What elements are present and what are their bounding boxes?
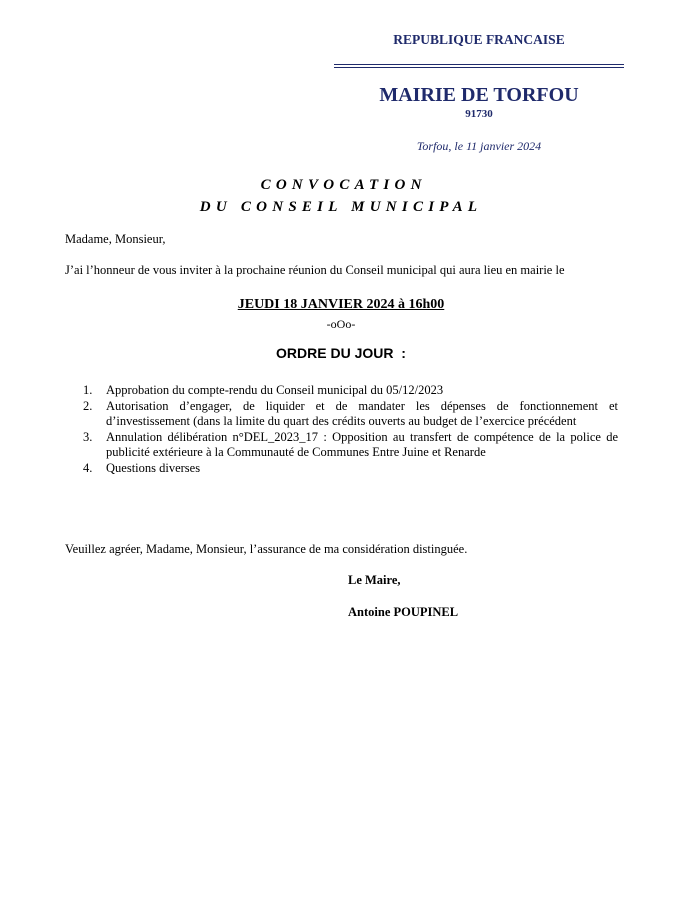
agenda-list — [83, 383, 618, 476]
agenda-item-number: 1. — [83, 383, 93, 397]
separator: -oOo- — [326, 317, 356, 331]
signature-title: Le Maire, — [348, 573, 401, 587]
agenda-item-text: Approbation du compte-rendu du Conseil municipal du 05/12/2023 — [106, 383, 444, 397]
meeting-date — [0, 297, 682, 313]
salutation: Madame, Monsieur, — [65, 232, 166, 246]
signature-name: Antoine POUPINEL — [348, 605, 459, 619]
republique-heading: REPUBLIQUE FRANCAISE — [393, 32, 565, 47]
agenda-item-number: 3. — [83, 429, 93, 444]
convocation-title-line1: CONVOCATION — [260, 177, 427, 193]
agenda-item-text: Questions diverses — [106, 460, 201, 475]
agenda-item-text: Annulation délibération n°DEL_2023_17 : Opposition au transfert de compétence de la police de publicité extérieure à la Communauté de Communes Entre Juine et Renarde — [106, 429, 618, 459]
dateline: Torfou, le 11 janvier 2024 — [416, 139, 542, 153]
postal-code: 91730 — [465, 108, 493, 120]
agenda-title: ORDRE DU JOUR : — [276, 345, 406, 361]
header-rule-top — [334, 64, 624, 65]
agenda-item-text: Autorisation d’engager, de liquider et de mandater les dépenses de fonctionnement et d’investissement (dans la limite du quart des crédits ouverts au budget de l’exercice précédent — [106, 398, 618, 428]
agenda-item — [83, 383, 618, 399]
convocation-title-line2: DU CONSEIL MUNICIPAL — [199, 199, 483, 215]
agenda-item — [83, 461, 618, 477]
agenda-item-number: 2. — [83, 398, 93, 413]
meeting-date-text: JEUDI 18 JANVIER 2024 à 16h00 — [237, 297, 445, 312]
agenda-item — [83, 430, 618, 461]
agenda-item-number: 4. — [83, 460, 93, 475]
intro-paragraph: J’ai l’honneur de vous inviter à la prochaine réunion du Conseil municipal qui aura lieu en mairie le — [65, 263, 565, 277]
header-rule-bottom — [334, 67, 624, 68]
agenda-item — [83, 399, 618, 430]
closing-formula: Veuillez agréer, Madame, Monsieur, l’assurance de ma considération distinguée. — [65, 542, 468, 556]
mairie-title: MAIRIE DE TORFOU — [379, 84, 579, 106]
